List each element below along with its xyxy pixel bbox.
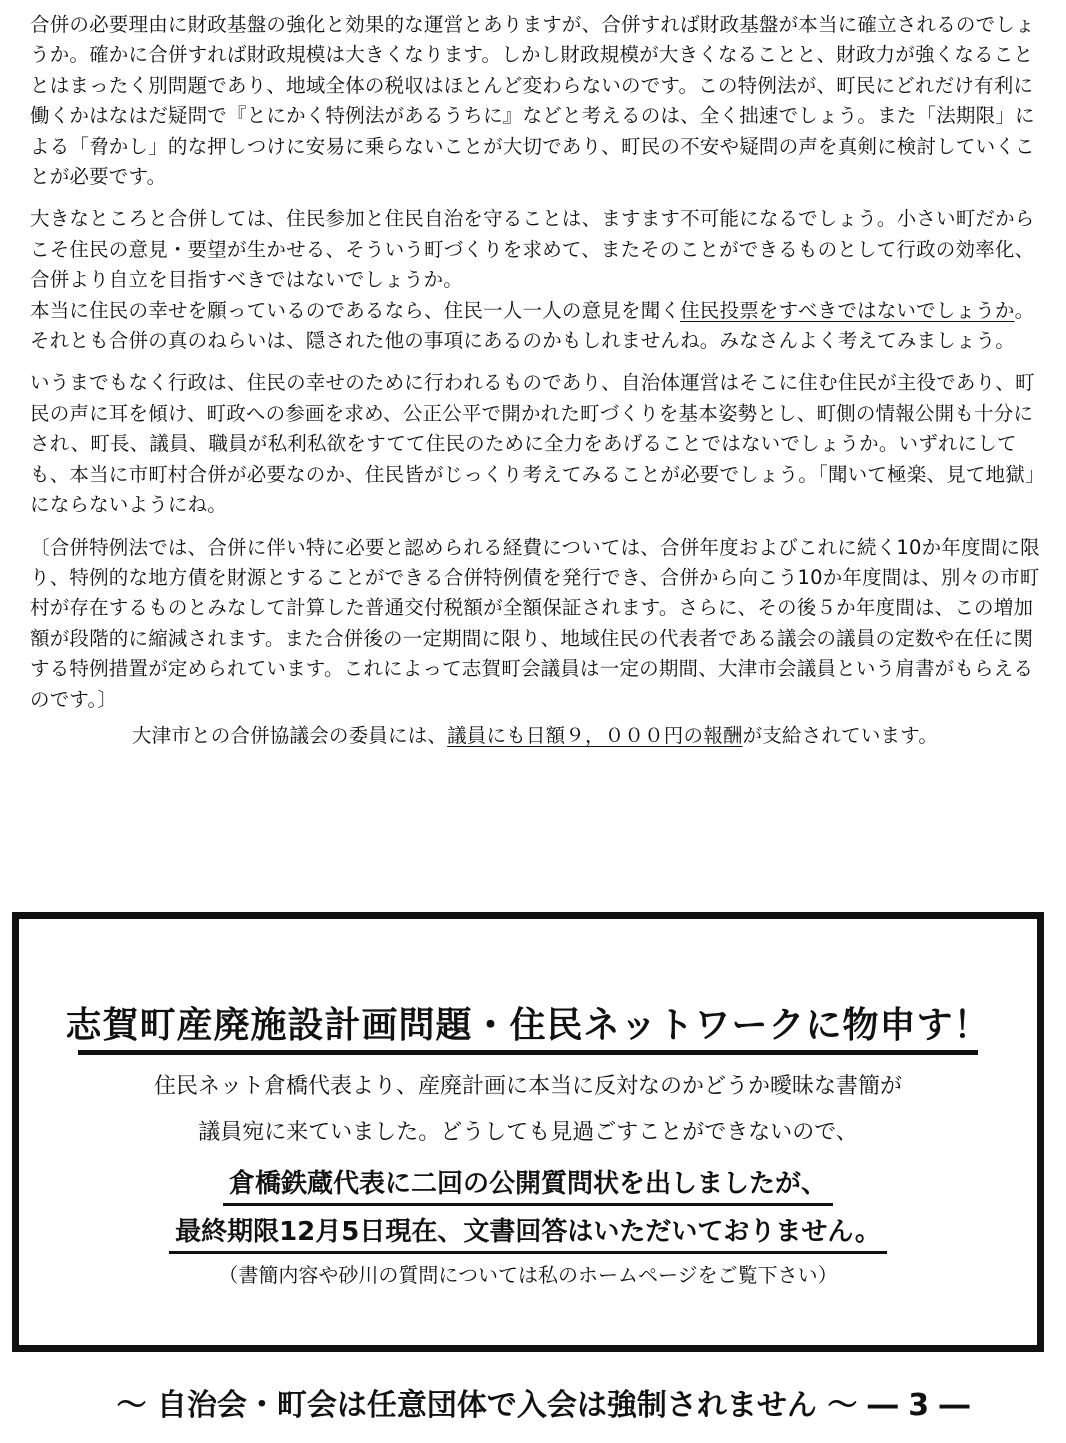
footer: 〜 自治会・町会は任意団体で入会は強制されません 〜 ― 3 ― — [116, 1388, 970, 1423]
notice-emph-2: 最終期限12月5日現在、文書回答はいただいておりません。 — [169, 1217, 887, 1254]
notice-title-wrap — [19, 997, 1037, 1055]
fee-line — [30, 721, 1040, 751]
notice-box — [12, 912, 1044, 1352]
paragraph-2b-after: 。それとも合併の真のねらいは、隠された他の事項にあるのかもしれませんね。みなさんよく考えてみましょう。 — [30, 298, 1035, 353]
article-body — [30, 10, 1040, 751]
paragraph-2: 大きなところと合併しては、住民参加と住民自治を守ることは、ますます不可能になるでしょう。小さい町だからこそ住民の意見・要望が生かせる、そういう町づくりを求めて、またそのことができるものとして行政の効率化、合併より自立を目指すべきではないでしょうか。 — [30, 207, 1035, 292]
fee-after: が支給されています。 — [742, 723, 939, 747]
paragraph-4: 〔合併特例法では、合併に伴い特に必要と認められる経費については、合併年度およびこれに続く10か年度間に限り、特例的な地方債を財源とすることができる合併特例債を発行でき、合併から向こう10か年度間は、別々の市町村が存在するものとみなして計算した普通交付税額が全額保証されます。さらに、その後５か年度間は、この増加額が段階的に縮減されます。また合併後の一定期間に限り、地域住民の代表者である議会の議員の定数や在任に関する特例措置が定められています。これによって志賀町会議員は一定の期間、大津市会議員という肩書がもらえるのです。〕 — [30, 535, 1040, 711]
notice-emph-1-wrap — [19, 1163, 1037, 1200]
paragraph-1: 合併の必要理由に財政基盤の強化と効果的な運営とありますが、合併すれば財政基盤が本当に確立されるのでしょうか。確かに合併すれば財政規模は大きくなります。しかし財政規模が大きくなることと、財政力が強くなることとはまったく別問題であり、地域全体の税収はほとんど変わらないのです。この特例法が、町民にどれだけ有利に働くかはなはだ疑問で『とにかく特例法があるうちに』などと考えるのは、全く拙速でしょう。また「法期限」による「脅かし」的な押しつけに安易に乗らないことが大切であり、町民の不安や疑問の声を真剣に検討していくことが必要です。 — [30, 13, 1035, 189]
paragraph-3: いうまでもなく行政は、住民の幸せのために行われるものであり、自治体運営はそこに住む住民が主役であり、町民の声に耳を傾け、町政への参画を求め、公正公平で開かれた町づくりを基本姿勢とし、町側の情報公開も十分にされ、町長、議員、職員が私利私欲をすてて住民のために全力をあげることではないでしょうか。いずれにしても、本当に市町村合併が必要なのか、住民皆がじっくり考えてみることが必要でしょう。「聞いて極楽、見て地獄」にならないようにね。 — [30, 371, 1035, 517]
notice-emph-1: 倉橋鉄蔵代表に二回の公開質問状を出しましたが、 — [223, 1169, 833, 1206]
paragraph-2b-before: 本当に住民の幸せを願っているのであるなら、住民一人一人の意見を聞く — [30, 298, 681, 322]
paragraph-2b — [30, 296, 1040, 357]
notice-title: 志賀町産廃施設計画問題・住民ネットワークに物申す！ — [65, 1005, 991, 1046]
fee-underlined: 議員にも日額９，０００円の報酬 — [447, 723, 743, 747]
title-underline — [78, 1050, 978, 1055]
notice-note: （書簡内容や砂川の質問については私のホームページをご覧下さい） — [218, 1263, 838, 1287]
notice-emph-2-wrap — [19, 1211, 1037, 1248]
notice-line-2: 議員宛に来ていました。どうしても見過ごすことができないので、 — [198, 1120, 858, 1145]
notice-line-1: 住民ネット倉橋代表より、産廃計画に本当に反対なのかどうか曖昧な書簡が — [153, 1074, 902, 1099]
fee-before: 大津市との合併協議会の委員には、 — [131, 723, 448, 747]
referendum-underlined: 住民投票をすべきではないでしょうか — [680, 298, 1015, 322]
